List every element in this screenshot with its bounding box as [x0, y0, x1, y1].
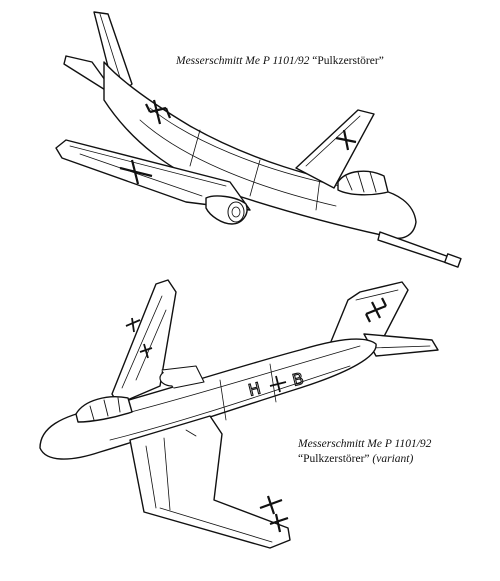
- caption-top-name: Messerschmitt Me P 1101/92: [176, 55, 310, 67]
- caption-bottom-name: Messerschmitt Me P 1101/92: [298, 438, 432, 450]
- caption-bottom-variant: (variant): [369, 453, 414, 465]
- fuselage-code-letter-1: H: [246, 378, 263, 400]
- caption-bottom: [298, 437, 431, 467]
- caption-top-nickname: “Pulkzerstörer”: [309, 55, 384, 67]
- fuselage-code-letter-2: B: [290, 368, 306, 390]
- caption-bottom-nickname: “Pulkzerstörer”: [298, 453, 370, 465]
- caption-top: [176, 54, 384, 69]
